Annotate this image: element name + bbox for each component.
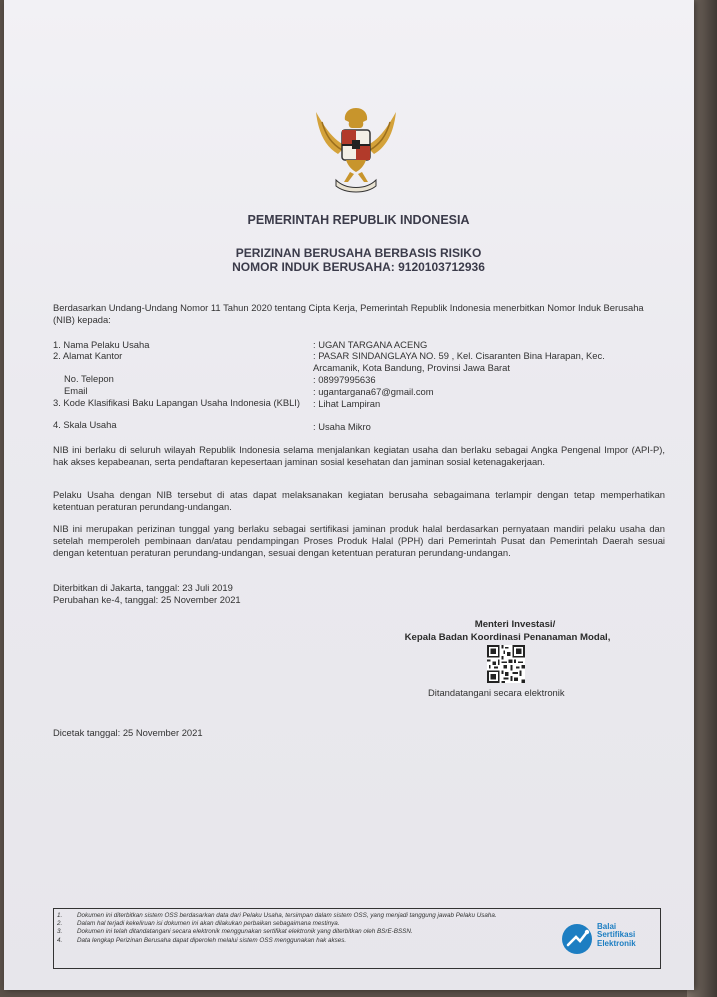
email-value: : ugantargana67@gmail.com [313, 386, 434, 397]
electronic-signature-note: Ditandatangani secara elektronik [428, 687, 565, 698]
validity-paragraph: NIB ini berlaku di seluruh wilayah Republik Indonesia selama menjalankan kegiatan usaha dan berlaku sebagai Angka Pengenal Impor (API-P), hak akses kepabeanan, serta pendaftaran kepesertaan jaminan sosial kesehatan dan jaminan sosial ketenagakerjaan. [53, 444, 665, 468]
footnote-list [57, 912, 562, 945]
footnote-item: 1. Dokumen ini diterbitkan sistem OSS berdasarkan data dari Pelaku Usaha, tersimpan dalam sistem OSS, yang menjadi tanggung jawab Pelaku Usaha. [57, 912, 497, 919]
printed-date: Dicetak tanggal: 25 November 2021 [53, 727, 203, 738]
business-scale-value: : Usaha Mikro [313, 421, 371, 432]
footnote-item: 2. Dalam hal terjadi kekeliruan isi dokumen ini akan dilakukan perbaikan sebagaimana mestinya. [57, 920, 340, 928]
issued-date: Diterbitkan di Jakarta, tanggal: 23 Juli 2019 [53, 582, 233, 593]
bsre-logo [561, 921, 657, 959]
business-name-value: : UGAN TARGANA ACENG [313, 339, 428, 350]
halal-paragraph: NIB ini merupakan perizinan tunggal yang berlaku sebagai sertifikasi jaminan produk halal berdasarkan pernyataan mandiri pelaku usaha dan setelah memperoleh pembinaan dan/atau pendampingan Proses Produk Halal (PPH) dari Pemerintah Pusat dan Pemerintah Daerah sesuai dengan ketentuan peraturan perundang-undangan, sesuai dengan ketentuan peraturan perundang-undangan. [53, 523, 665, 559]
garuda-emblem-icon [312, 100, 400, 195]
footer-notes-box [53, 908, 661, 969]
kbli-label: 3. Kode Klasifikasi Baku Lapangan Usaha Indonesia (KBLI) [53, 397, 301, 408]
signatory-title-line1: Menteri Investasi/ [474, 619, 556, 630]
phone-label: No. Telepon [64, 373, 114, 384]
signatory-title-line2: Kepala Badan Koordinasi Penanaman Modal, [404, 632, 611, 643]
office-address-label: 2. Alamat Kantor [53, 350, 123, 361]
kbli-value: : Lihat Lampiran [313, 398, 381, 409]
bsre-logo-icon [561, 923, 593, 955]
footnote-item: 3. Dokumen ini telah ditandatangani secara elektronik menggunakan sertifikat elektronik yang diterbitkan oleh BSrE-BSSN. [57, 928, 413, 936]
revision-date: Perubahan ke-4, tanggal: 25 November 2021 [53, 594, 241, 605]
document-title: PERIZINAN BERUSAHA BERBASIS RISIKO [235, 246, 482, 260]
obligation-paragraph: Pelaku Usaha dengan NIB tersebut di atas dapat melaksanakan kegiatan berusaha sebagaimana terlampir dengan tetap memperhatikan ketentuan peraturan perundang-undangan. [53, 489, 665, 513]
intro-paragraph: Berdasarkan Undang-Undang Nomor 11 Tahun 2020 tentang Cipta Kerja, Pemerintah Republik Indonesia menerbitkan Nomor Induk Berusaha (NIB) kepada: [53, 302, 644, 326]
office-address-value: : PASAR SINDANGLAYA NO. 59 , Kel. Cisaranten Bina Harapan, Kec. Arcamanik, Kota Bandung, Provinsi Jawa Barat [313, 350, 605, 374]
business-scale-label: 4. Skala Usaha [53, 419, 117, 430]
government-title: PEMERINTAH REPUBLIK INDONESIA [247, 213, 470, 227]
footnote-item: 4. Data lengkap Perizinan Berusaha dapat diperoleh melalui sistem OSS menggunakan hak akses. [57, 936, 347, 944]
business-name-label: 1. Nama Pelaku Usaha [53, 339, 150, 350]
phone-value: : 08997995636 [313, 374, 376, 385]
nib-number: NOMOR INDUK BERUSAHA: 9120103712936 [232, 260, 485, 274]
bsre-logo-text: Balai Sertifikasi Elektronik [597, 922, 636, 948]
email-label: Email [64, 385, 88, 396]
qr-code-icon [487, 645, 525, 683]
